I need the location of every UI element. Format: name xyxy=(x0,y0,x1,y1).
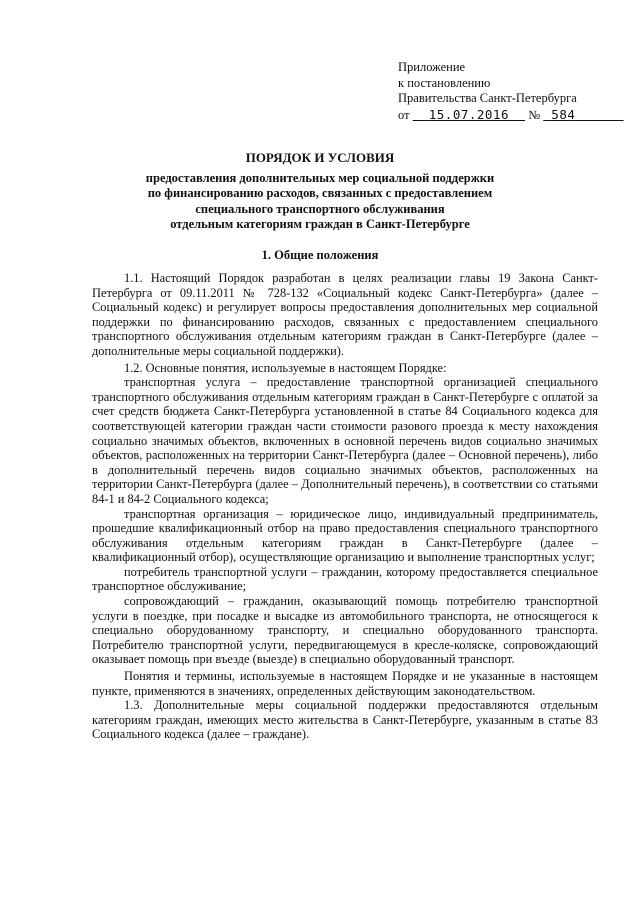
title-line-3: специального транспортного обслуживания xyxy=(195,201,445,216)
title-line-4: отдельным категориям граждан в Санкт-Петербурге xyxy=(170,217,470,231)
definition-transport-service: транспортная услуга – предоставление транспортной организацией специального транспортного обслуживания отдельным категориям граждан в Санкт-Петербурге с оплатой за счет средств бюджета Санкт-Петербурга установленной в статье 84 Социального кодекса для соответствующей категории граждан части стоимости разового проезда к месту нахождения социально значимых объектов, включенных в основной перечень видов социально значимых объектов, расположенных на территории Санкт-Петербурга (далее – Основной перечень), либо в дополнительный перечень видов социально значимых объектов, расположенных на территории Санкт-Петербурга (далее – Дополнительный перечень), в соответствии со статьями 84-1 и 84-2 Социального кодекса; xyxy=(92,375,598,506)
title-line-2: по финансированию расходов, связанных с предоставлением xyxy=(147,186,493,200)
document-title xyxy=(120,150,520,233)
definition-consumer: потребитель транспортной услуги – гражданин, которому предоставляется специальное транспортное обслуживание; xyxy=(92,564,598,594)
appendix-date-line xyxy=(398,107,598,124)
title-line-1: предоставления дополнительных мер социальной поддержки xyxy=(145,170,495,185)
definition-transport-organization: транспортная организация – юридическое лицо, индивидуальный предприниматель, прошедшие квалификационный отбор на право предоставления специального транспортного обслуживания отдельным категориям граждан в Санкт-Петербурге (далее – квалификационный отбор), осуществляющие организацию и выполнение транспортных услуг; xyxy=(92,506,598,565)
decree-date: 15.07.2016 xyxy=(428,106,510,122)
paragraph-1-2: 1.2. Основные понятия, используемые в настоящем Порядке: xyxy=(124,360,447,375)
appendix-block xyxy=(398,60,598,123)
number-prefix: № xyxy=(528,107,541,122)
decree-number: 584 xyxy=(551,106,576,122)
section-body xyxy=(92,271,598,742)
paragraph-1-1: 1.1. Настоящий Порядок разработан в целях реализации главы 19 Закона Санкт-Петербурга от 09.11.2011 № 728-132 «Социальный кодекс Санкт-Петербурга» (далее – Социальный кодекс) и регулирует вопросы предоставления дополнительных мер социальной поддержки по финансированию расходов, связанных с предоставлением специального транспортного обслуживания отдельным категориям граждан в Санкт-Петербурге (далее – дополнительные меры социальной поддержки). xyxy=(92,271,598,358)
section-heading: 1. Общие положения xyxy=(261,248,379,262)
paragraph-1-3: 1.3. Дополнительные меры социальной поддержки предоставляются отдельным категориям граждан, имеющих место жительства в Санкт-Петербурге, указанным в статье 83 Социального кодекса (далее – граждане). xyxy=(92,698,598,742)
date-prefix: от xyxy=(398,107,410,122)
title-main: ПОРЯДОК И УСЛОВИЯ xyxy=(245,150,395,165)
appendix-line-1: Приложение xyxy=(398,60,466,74)
terms-paragraph: Понятия и термины, используемые в настоящем Порядке и не указанные в настоящем пункте, применяются в значениях, определенных действующим законодательством. xyxy=(92,669,598,698)
appendix-line-2: к постановлению xyxy=(398,75,491,90)
appendix-line-3: Правительства Санкт-Петербурга xyxy=(398,91,577,105)
definition-escort: сопровождающий – гражданин, оказывающий помощь потребителю транспортной услуги в поездке, при посадке и высадке из автомобильного транспорта, не относящегося к специально оборудованному транспорту, и специально оборудованного транспорта. Потребителю транспортной услуги, передвигающемуся в кресле-коляске, сопровождающий оказывает помощь при въезде (выезде) в специально оборудованный транспорт. xyxy=(92,594,598,667)
